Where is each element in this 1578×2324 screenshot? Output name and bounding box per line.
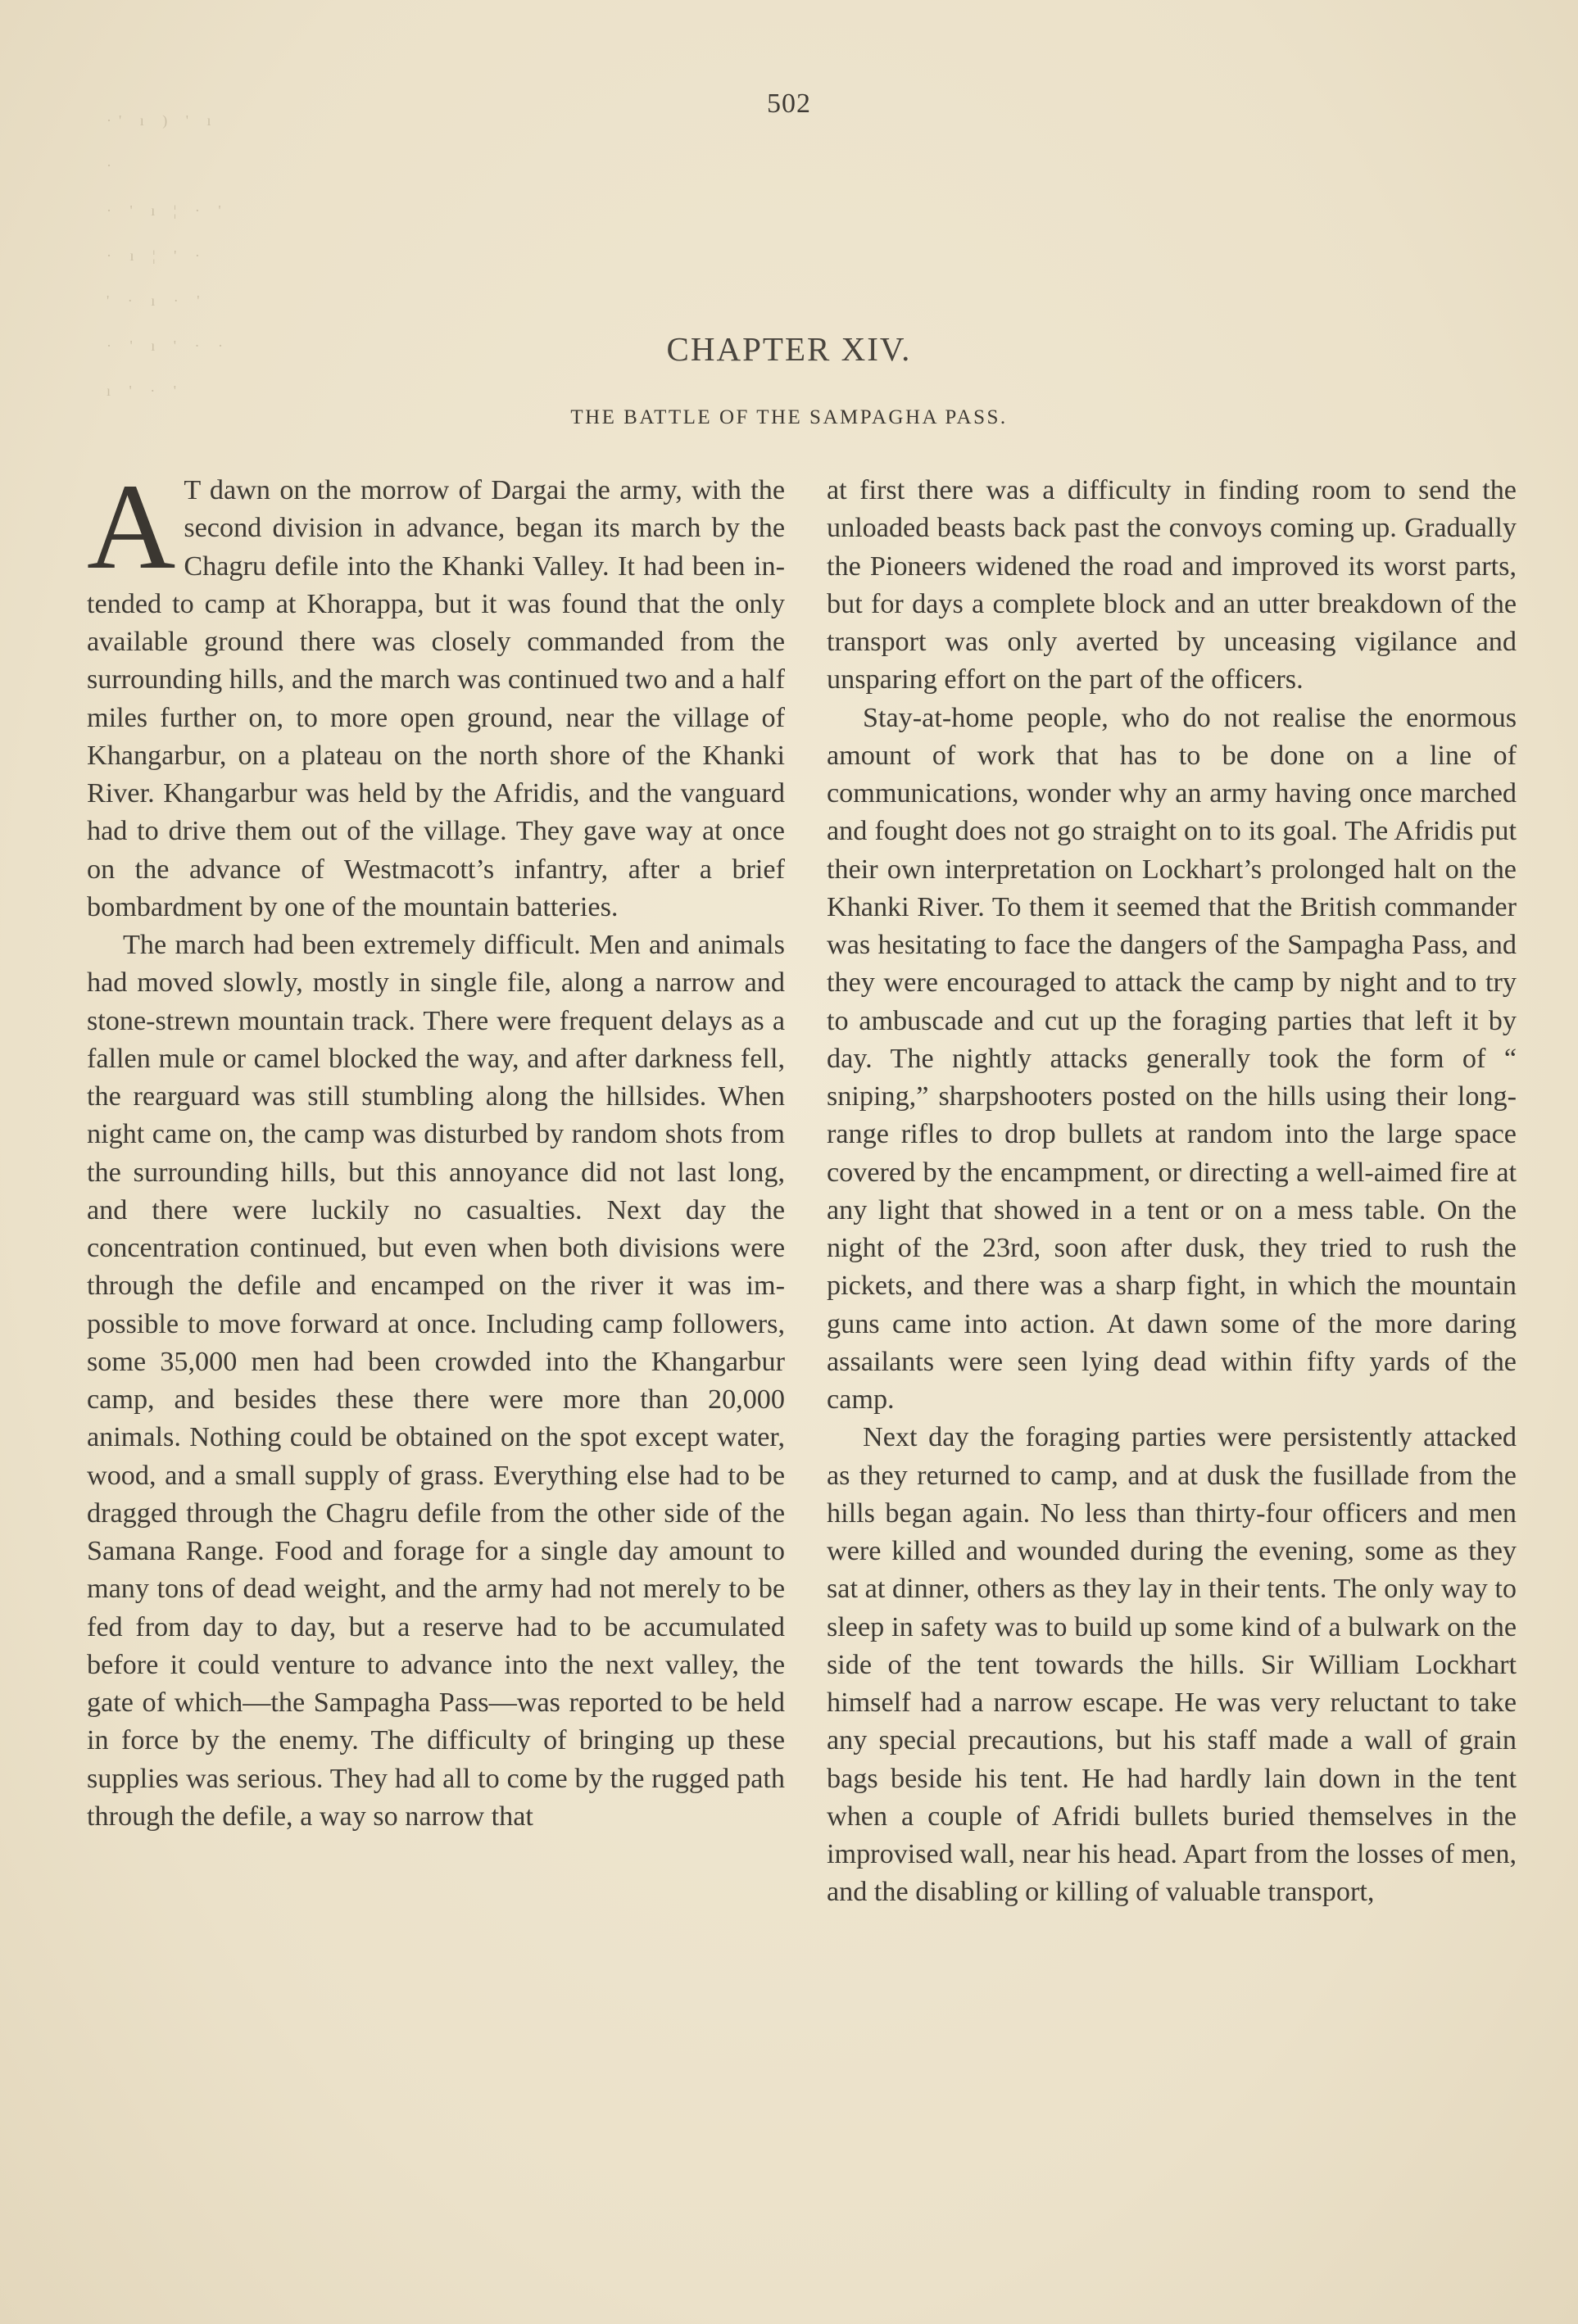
paragraph: Next day the foraging parties were persistently attacked as they returned to camp, and at dusk the fusillade from the hills began again. No less than thirty-four officers and men were killed and wounded during the evening, some as they sat at dinner, others as they lay in their tents. The only way to sleep in safety was to build up some kind of a bulwark on the side of the tent towards the hills. Sir William Lockhart himself had a narrow escape. He was very reluctant to take any special precautions, but his staff made a wall of grain bags beside his tent. He had hardly lain down in the tent when a couple of Afridi bullets buried themselves in the improvised wall, near his head. Apart from the losses of men, and the disabling or killing of valuable transport, (827, 1422, 1517, 1908)
left-column (87, 459, 785, 1836)
paragraph: Stay-at-home people, who do not realise the enormous amount of work that has to be done on a line of communications, wonder why an army having once marched and fought does not go straight on to its goal. The Afridis put their own interpretation on Lockhart’s prolonged halt on the Khanki River. To them it seemed that the British commander was hesitating to face the dangers of the Sampagha Pass, and they were encouraged to attack the camp by night and to try to ambuscade and cut up the foraging parties that left it by day. The nightly attacks generally took the form of “ sniping,” sharpshooters posted on the hills using their longrange rifles to drop bullets at random into the large space covered by the encampment, or directing a well-aimed fire at any light that showed in a tent or on a mess table. On the night of the 23rd, soon after dusk, they tried to rush the pickets, and there was a sharp fight, in which the mountain guns came into action. At dawn some of the more daring assailants were seen lying dead within fifty yards of the camp. (827, 702, 1517, 1415)
continued-paragraph: at first there was a difficulty in finding room to send the unloaded beasts back past the convoys coming up. Gradually the Pioneers widened the road and improved its worst parts, but for days a complete block and an utter breakdown of the transport was only averted by unceasing vigilance and unsparing effort on the part of the officers. (827, 475, 1517, 695)
right-column (827, 472, 1517, 1912)
chapter-subtitle: THE BATTLE OF THE SAMPAGHA PASS. (570, 406, 1008, 428)
margin-bleed-through: ·' ı ) ' ı · · ' ı ¦ · ' · ı ¦ ' · ' · ı · ' · ' ı ' · · ı ' · ' (107, 112, 230, 399)
chapter-title: CHAPTER XIV. (666, 330, 912, 368)
paragraph: The march had been extremely difficult. Men and animals had moved slowly, mostly in single file, along a narrow and stone-strewn mountain track. There were frequent delays as a fallen mule or camel blocked the way, and after darkness fell, the rearguard was still stumbling along the hillsides. When night came on, the camp was disturbed by random shots from the surrounding hills, but this annoyance did not last long, and there were luckily no casualties. Next day the concentration continued, but even when both divisions were through the defile and encamped on the river it was impossible to move forward at once. Including camp followers, some 35,000 men had been crowded into the Khangarbur camp, and besides these there were more than 20,000 animals. Nothing could be obtained on the spot except water, wood, and a small supply of grass. Everything else had to be dragged through the Chagru defile from the other side of the Samana Range. Food and forage for a single day amount to many tons of dead weight, and the army had not merely to be fed from day to day, but a reserve had to be accumulated before it could venture to advance into the next valley, the gate of which—the Sampagha Pass—was reported to be held in force by the enemy. The difficulty of bringing up these supplies was serious. They had all to come by the rugged path through the defile, a way so narrow that (87, 930, 785, 1832)
drop-cap: A (87, 459, 176, 595)
opening-paragraph-text: T dawn on the morrow of Dargai the army, with the second division in advance, began its march by the Chagru defile into the Khanki Valley. It had been intended to camp at Khorappa, but it was found that the only available ground there was closely commanded from the surrounding hills, and the march was continued two and a half miles further on, to more open ground, near the village of Khangarbur, on a plateau on the north shore of the Khanki River. Khangarbur was held by the Afridis, and the vanguard had to drive them out of the village. They gave way at once on the advance of Westmacott’s infantry, after a brief bombardment by one of the mountain batteries. (87, 475, 785, 922)
opening-paragraph (87, 459, 785, 926)
page-number: 502 (767, 88, 811, 119)
